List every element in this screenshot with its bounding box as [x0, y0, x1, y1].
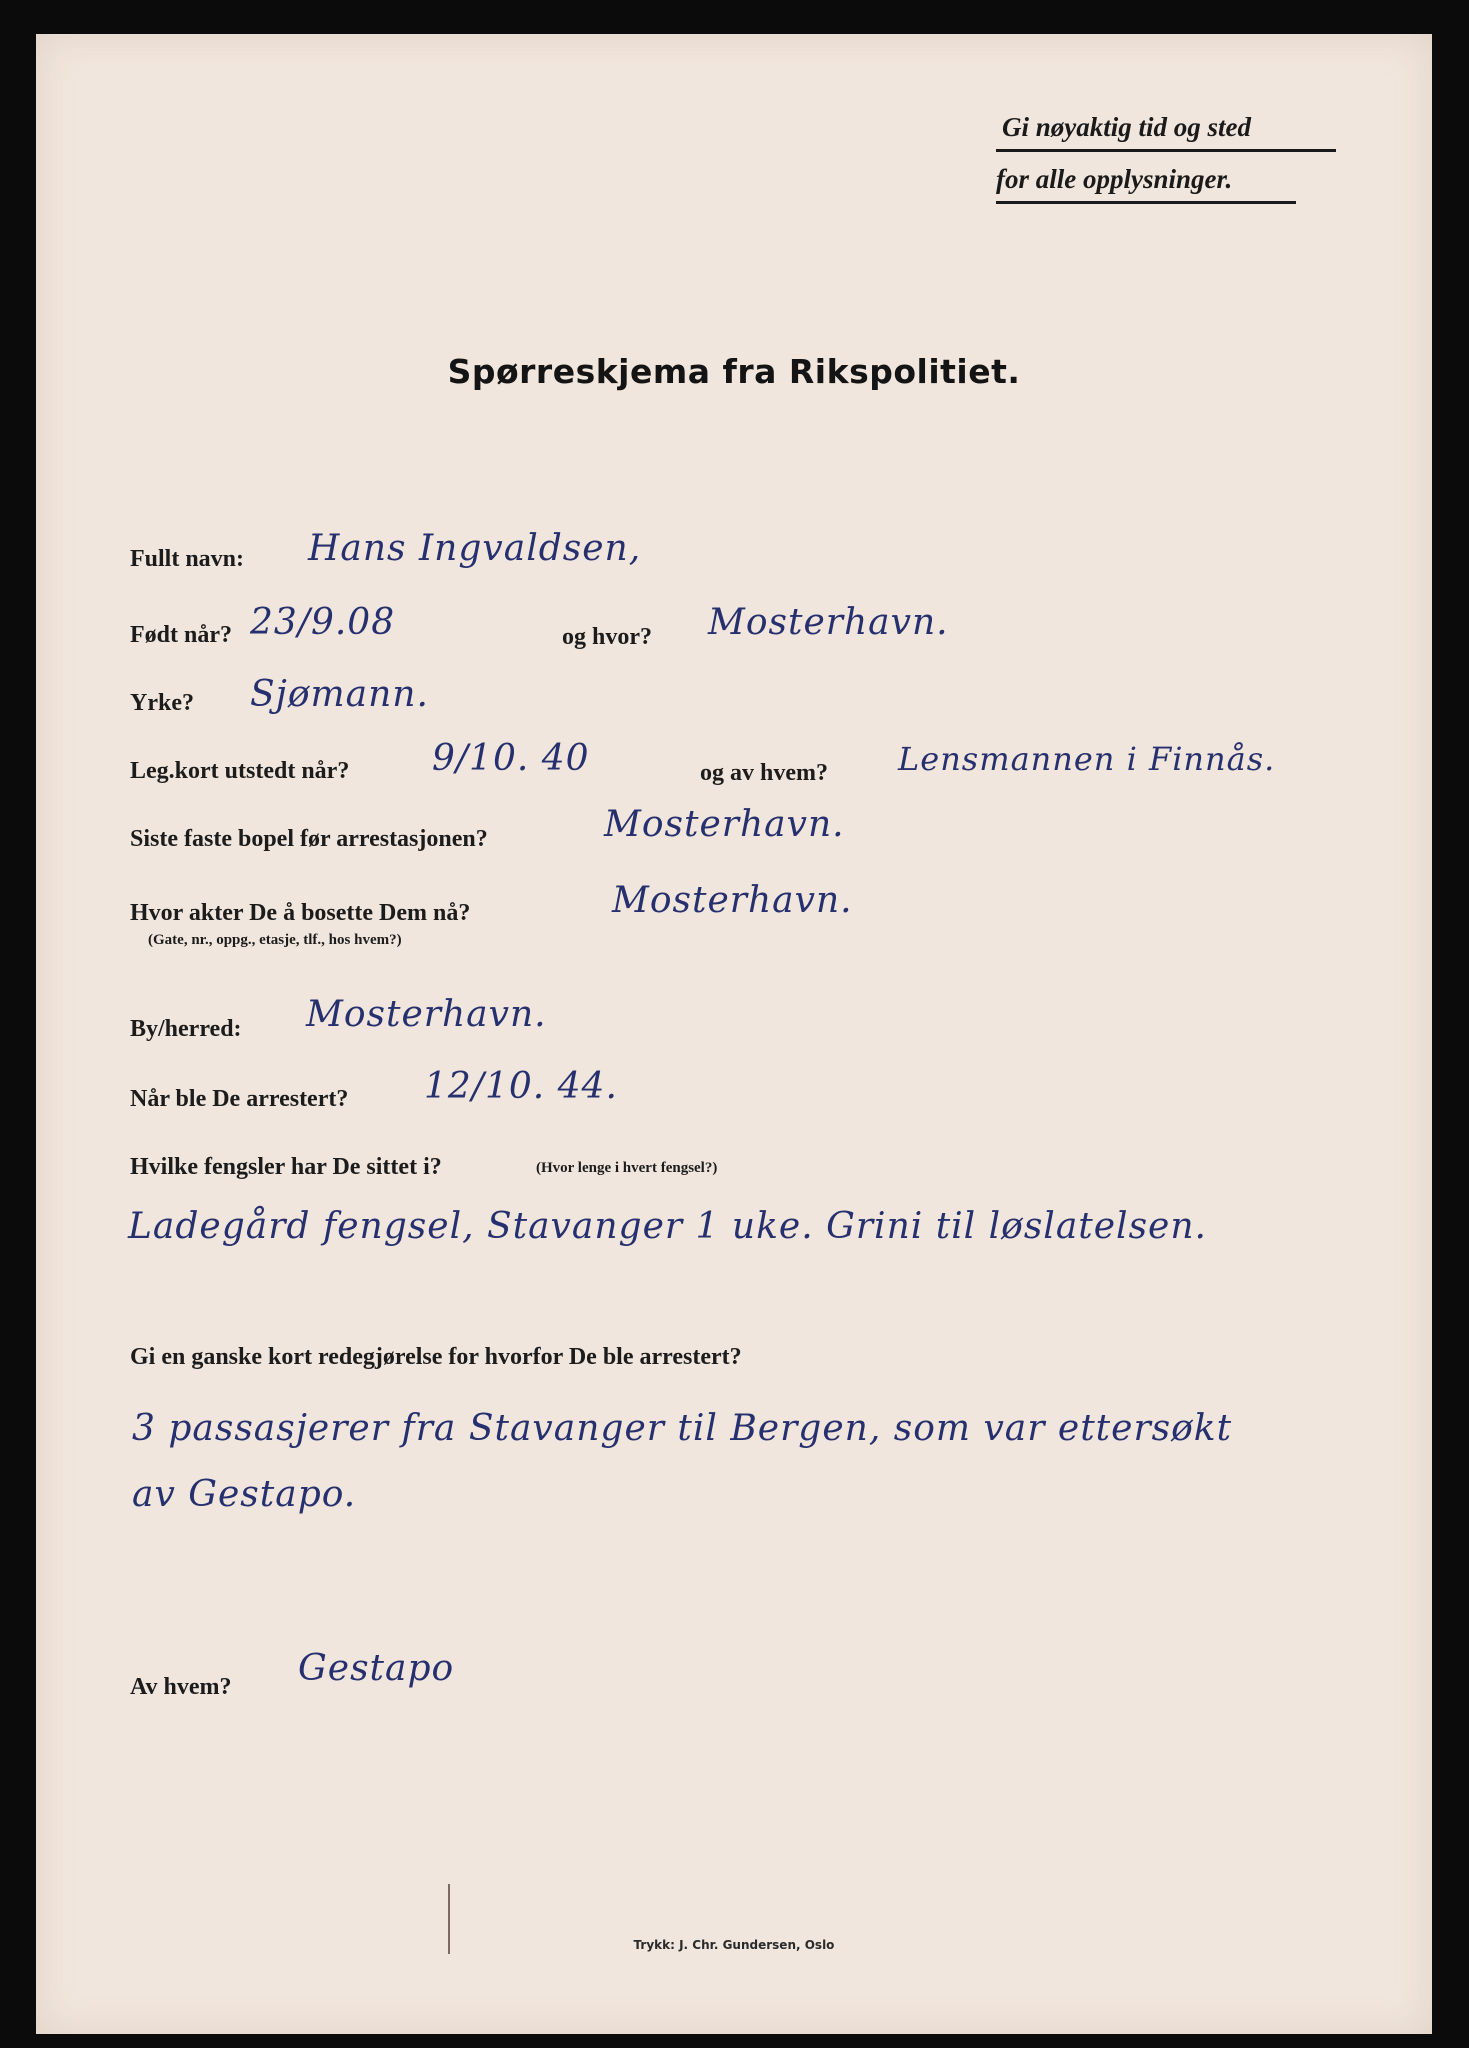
born-where-label: og hvor?: [562, 624, 652, 650]
arrested-by-value: Gestapo: [298, 1648, 455, 1689]
municipality-label: By/herred:: [130, 1016, 242, 1042]
occupation-value: Sjømann.: [250, 674, 429, 715]
born-where-value: Mosterhavn.: [708, 602, 949, 643]
occupation-label: Yrke?: [130, 690, 194, 716]
instruction-notice: [996, 112, 1336, 216]
prisons-value: Ladegård fengsel, Stavanger 1 uke. Grini til løslatelsen.: [128, 1206, 1207, 1247]
reason-value-line-1: 3 passasjerer fra Stavanger til Bergen, som var ettersøkt: [132, 1408, 1233, 1449]
name-label: Fullt navn:: [130, 546, 245, 572]
settle-value: Mosterhavn.: [612, 880, 853, 921]
id-card-when-label: Leg.kort utstedt når?: [130, 758, 350, 784]
prisons-label: Hvilke fengsler har De sittet i?: [130, 1154, 442, 1180]
id-card-by-value: Lensmannen i Finnås.: [898, 740, 1276, 778]
arrested-when-label: Når ble De arrestert?: [130, 1086, 349, 1112]
name-value: Hans Ingvaldsen,: [308, 528, 642, 569]
reason-label: Gi en ganske kort redegjørelse for hvorfor De ble arrestert?: [130, 1344, 742, 1370]
prisons-sublabel: (Hvor lenge i hvert fengsel?): [536, 1160, 718, 1176]
id-card-by-label: og av hvem?: [700, 760, 828, 786]
reason-value-line-2: av Gestapo.: [132, 1474, 357, 1515]
last-residence-value: Mosterhavn.: [604, 804, 845, 845]
arrested-when-value: 12/10. 44.: [424, 1066, 618, 1107]
arrested-by-label: Av hvem?: [130, 1674, 232, 1700]
notice-line-2: for alle opplysninger.: [996, 164, 1296, 204]
settle-label: Hvor akter De å bosette Dem nå?: [130, 900, 471, 926]
settle-sublabel: (Gate, nr., oppg., etasje, tlf., hos hvem?): [148, 932, 402, 948]
notice-line-1: Gi nøyaktig tid og sted: [996, 112, 1336, 152]
born-when-value: 23/9.08: [250, 602, 396, 643]
born-when-label: Født når?: [130, 622, 232, 648]
printer-imprint: Trykk: J. Chr. Gundersen, Oslo: [633, 1938, 835, 1952]
id-card-when-value: 9/10. 40: [432, 738, 590, 779]
form-page: [36, 34, 1432, 2034]
last-residence-label: Siste faste bopel før arrestasjonen?: [130, 826, 488, 852]
municipality-value: Mosterhavn.: [306, 994, 547, 1035]
form-title: Spørreskjema fra Rikspolitiet.: [447, 352, 1021, 391]
